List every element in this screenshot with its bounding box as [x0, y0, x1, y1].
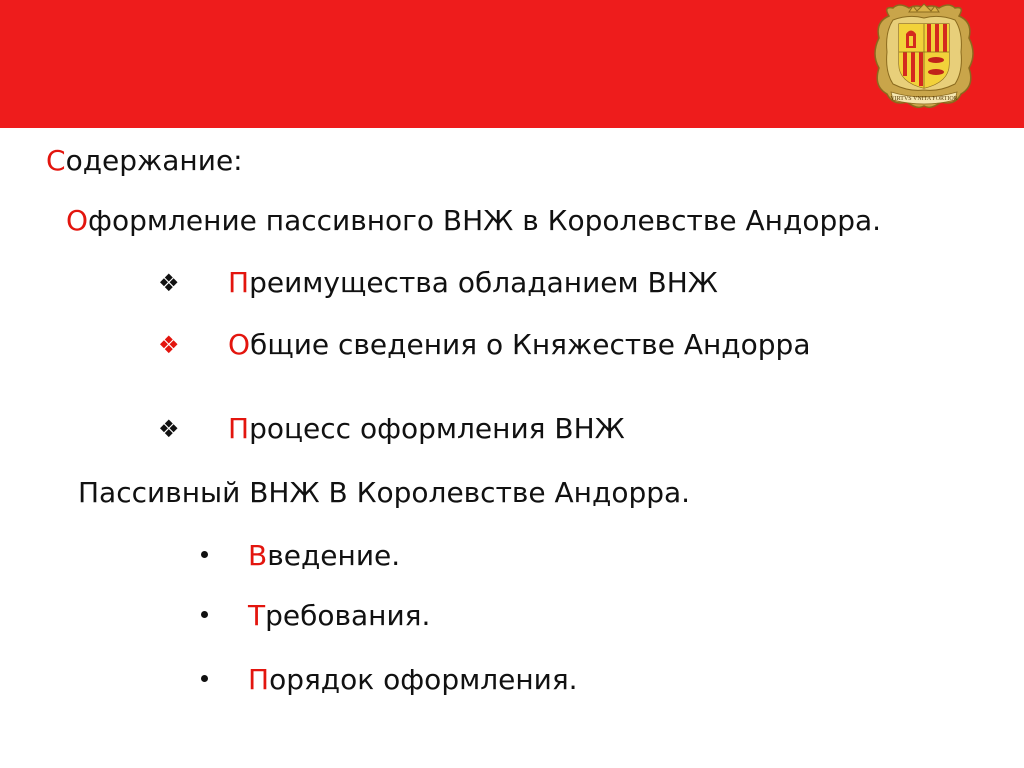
bullet-icon: [201, 675, 208, 682]
list-item: [228, 412, 625, 446]
topic-title: [78, 476, 690, 510]
topic-title-text: Пассивный ВНЖ В Королевстве Андорра.: [78, 476, 691, 509]
list-item-initial: В: [248, 539, 268, 572]
topic-title-initial: О: [66, 204, 89, 237]
heading-initial: С: [46, 144, 66, 177]
diamond-dots-icon: ❖: [158, 269, 180, 297]
diamond-dots-icon: ❖: [158, 331, 180, 359]
list-item: [248, 599, 430, 633]
list-item-rest: орядок оформления.: [269, 663, 578, 696]
list-item-initial: П: [228, 412, 250, 445]
list-item-initial: Т: [248, 599, 266, 632]
list-item-initial: П: [248, 663, 270, 696]
list-item: [228, 266, 718, 300]
list-item-initial: О: [228, 328, 251, 361]
list-item-rest: бщие сведения о Княжестве Андорра: [250, 328, 811, 361]
diamond-dots-icon: ❖: [158, 415, 180, 443]
bullet-icon: [201, 611, 208, 618]
list-item: [248, 663, 578, 697]
list-item: [248, 539, 400, 573]
list-item-rest: ведение.: [267, 539, 401, 572]
topic-title: [66, 204, 881, 238]
contents-heading: [46, 144, 243, 178]
topic-title-rest: формление пассивного ВНЖ в Королевстве Андорра.: [88, 204, 882, 237]
list-item-rest: ребования.: [265, 599, 431, 632]
heading-rest: одержание:: [65, 144, 243, 177]
andorra-coat-of-arms-logo: [869, 2, 979, 114]
bullet-icon: [201, 551, 208, 558]
list-item-rest: роцесс оформления ВНЖ: [249, 412, 625, 445]
list-item: [228, 328, 810, 362]
list-item-initial: П: [228, 266, 250, 299]
list-item-rest: реимущества обладанием ВНЖ: [249, 266, 718, 299]
crest-motto: VIRTVS VNITA FORTIOR: [890, 96, 958, 102]
